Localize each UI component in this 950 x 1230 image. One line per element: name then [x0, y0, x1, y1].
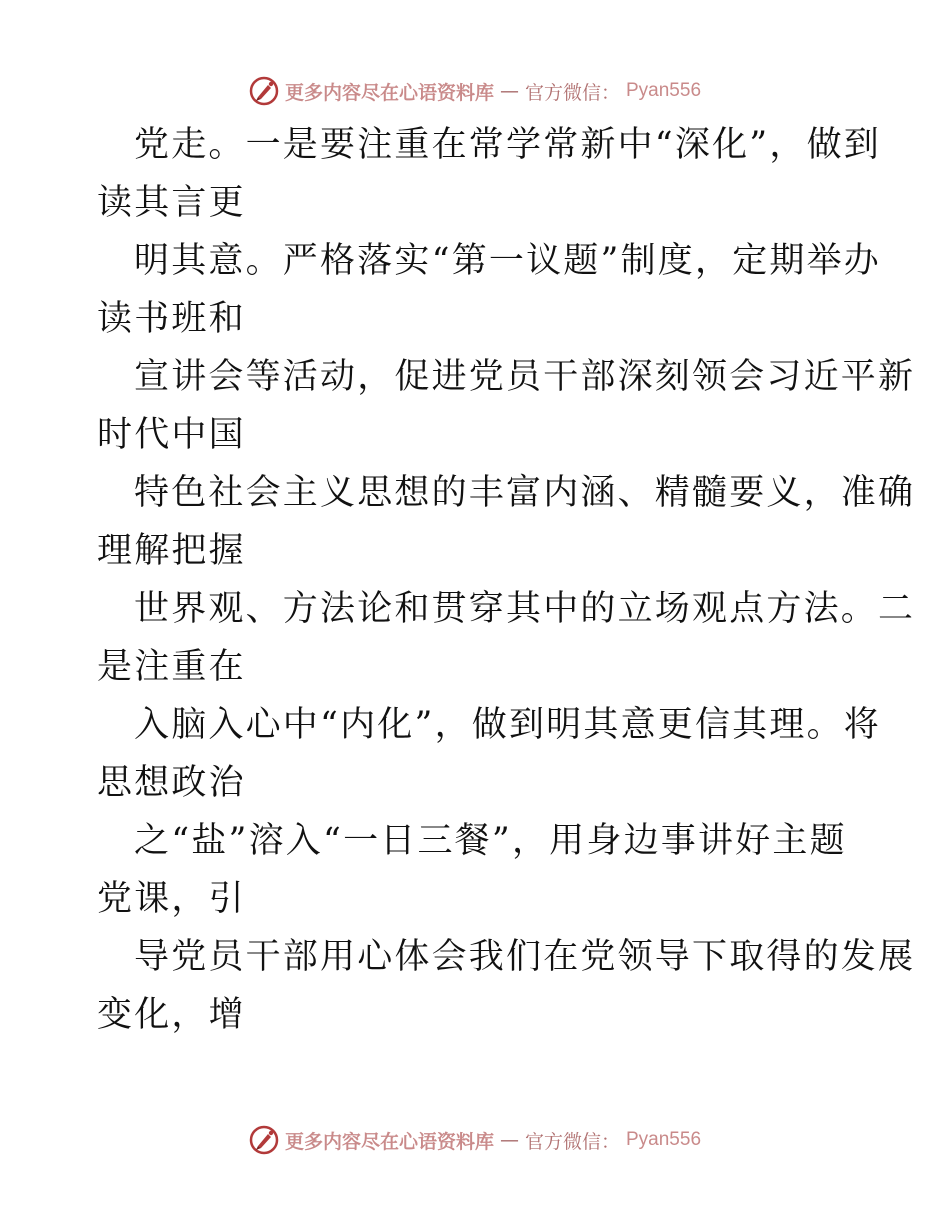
body-line-7: 特色社会主义思想的丰富内涵、精髓要义，准确 [134, 473, 916, 513]
header-brand-group [249, 76, 701, 106]
body-line-3: 明其意。严格落实“第一议题”制度，定期举办 [134, 241, 881, 281]
pen-logo-icon [249, 1125, 279, 1155]
footer-brand-dash: — [499, 1129, 519, 1151]
header-brand-dash: — [499, 80, 519, 102]
body-line-10: 是注重在 [97, 647, 246, 687]
body-line-12: 思想政治 [97, 763, 246, 803]
body-line-4: 读书班和 [97, 299, 246, 339]
header-wechat-id: Pyan556 [626, 80, 702, 101]
body-line-11: 入脑入心中“内化”，做到明其意更信其理。将 [134, 705, 881, 745]
body-line-14: 党课，引 [97, 879, 246, 919]
body-line-13: 之“盐”溶入“一日三餐”，用身边事讲好主题 [134, 821, 847, 861]
header-wechat-label: 官方微信： [524, 81, 620, 104]
footer-wechat-id: Pyan556 [626, 1129, 702, 1150]
body-text [97, 116, 916, 1044]
page-header-watermark [0, 71, 950, 111]
footer-wechat-label: 官方微信： [524, 1130, 620, 1153]
body-line-6: 时代中国 [97, 415, 246, 455]
page-footer-watermark [0, 1120, 950, 1160]
body-line-16: 变化，增 [97, 995, 246, 1035]
body-line-15: 导党员干部用心体会我们在党领导下取得的发展 [134, 937, 916, 977]
pen-logo-icon [249, 76, 279, 106]
body-line-2: 读其言更 [97, 183, 246, 223]
body-line-8: 理解把握 [97, 531, 246, 571]
body-line-1: 党走。一是要注重在常学常新中“深化”，做到 [134, 125, 881, 165]
footer-brand-text: 更多内容尽在心语资料库 [284, 1130, 494, 1153]
header-brand-text: 更多内容尽在心语资料库 [284, 81, 494, 104]
body-line-5: 宣讲会等活动，促进党员干部深刻领会习近平新 [134, 357, 916, 397]
body-line-9: 世界观、方法论和贯穿其中的立场观点方法。二 [134, 589, 916, 629]
footer-brand-group [249, 1125, 701, 1155]
